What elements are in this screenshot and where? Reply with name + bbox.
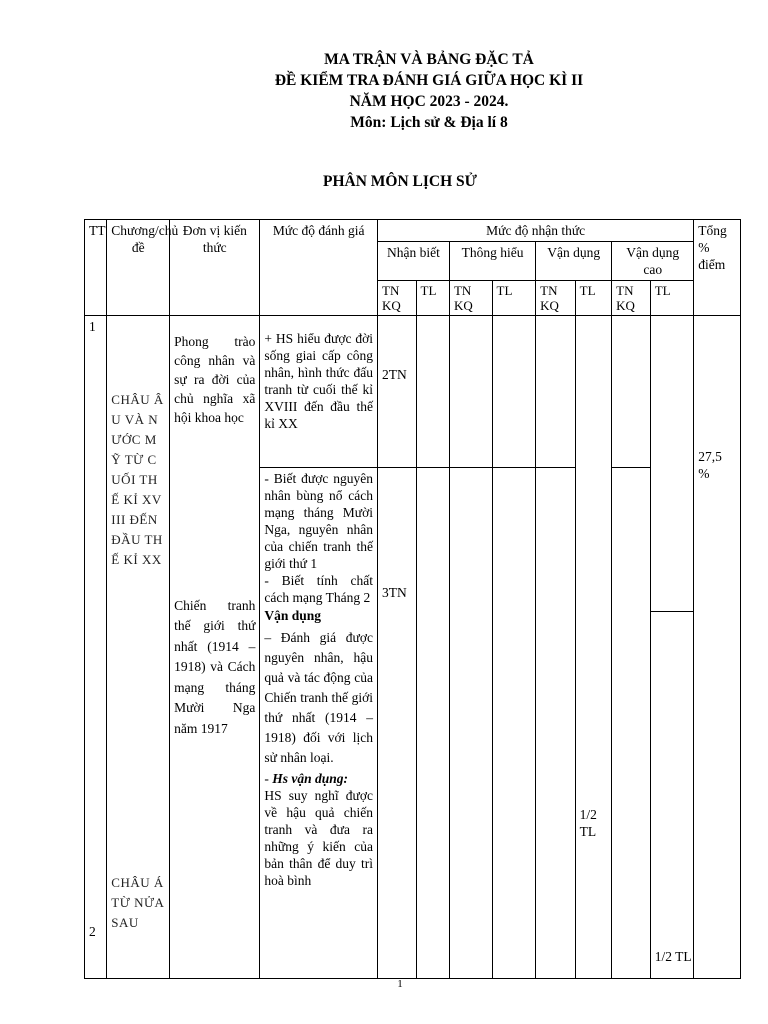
- unit-1: Phong trào công nhân và sự ra đời của chủ nghĩa xã hội khoa học: [170, 316, 260, 468]
- assessment-matrix-table: [84, 219, 741, 979]
- section-title: PHÂN MÔN LỊCH SỬ: [323, 173, 477, 190]
- nb-tn-row1: 2TN: [378, 316, 417, 468]
- eval-2d: HS suy nghĩ được về hậu quả chiến tranh và đưa ra những ý kiến của bản thân để duy trì hoà bình: [264, 788, 373, 888]
- header-total: Tổng % điểm: [694, 220, 741, 316]
- header-tn-2: TN KQ: [449, 281, 492, 316]
- chapter-2-title: CHÂU Á TỪ NỬA SAU: [111, 875, 164, 930]
- header-level-eval: Mức độ đánh giá: [260, 220, 378, 316]
- title-line-4: Môn: Lịch sử & Địa lí 8: [350, 114, 508, 131]
- header-chapter: Chương/chủ đề: [107, 220, 170, 316]
- header-level-apply-high: Vận dụng cao: [612, 242, 694, 281]
- row-number-cell: [85, 316, 107, 979]
- header-tl-1: TL: [416, 281, 449, 316]
- header-tl-3: TL: [575, 281, 612, 316]
- eval-1: + HS hiểu được đời sống giai cấp công nhân, hình thức đấu tranh từ cuối thế kỉ XVIII đến đầu thế kỉ XX: [260, 316, 378, 468]
- th-tn-row2: [449, 468, 492, 979]
- total-percent: 27,5 %: [694, 316, 741, 979]
- vd-tl-row2: [575, 468, 612, 979]
- row-number-1: 1: [89, 319, 96, 334]
- header-level-recognize: Nhận biết: [378, 242, 450, 281]
- header-cognitive-level: Mức độ nhận thức: [378, 220, 694, 242]
- header-unit: Đơn vị kiến thức: [170, 220, 260, 316]
- chapter-1-title: CHÂU ÂU VÀ NƯỚC MỸ TỪ CUỐI THẾ KỈ XVIII ĐẾN ĐẦU THẾ KỈ XX: [111, 392, 164, 567]
- eval-2b: - Biết tính chất cách mạng Tháng 2: [264, 573, 373, 605]
- vd-tl-value: 1/2 TL: [579, 806, 597, 839]
- row-number-2: 2: [89, 924, 96, 939]
- header-tl-2: TL: [492, 281, 536, 316]
- title-line-2: ĐỀ KIỂM TRA ĐÁNH GIÁ GIỮA HỌC KÌ II: [274, 72, 584, 89]
- vdc-tl-row2: [650, 468, 694, 979]
- th-tn-row1: [449, 316, 492, 468]
- vd-tn-row1: [536, 316, 576, 468]
- vdc-tn-row2: [612, 468, 651, 979]
- vdc-tn-row1: [612, 316, 651, 468]
- unit-2: Chiến tranh thế giới thứ nhất (1914 – 1918) và Cách mạng tháng Mười Nga năm 1917: [174, 597, 256, 736]
- header-tn-3: TN KQ: [536, 281, 576, 316]
- chapter-cell: [107, 316, 170, 979]
- nb-tl-row2: [416, 468, 449, 979]
- eval-2d-label: Hs vận dụng:: [272, 771, 349, 786]
- vdc-tl-value: 1/2 TL: [654, 948, 692, 964]
- eval-2a: - Biết được nguyên nhân bùng nổ cách mạng tháng Mười Nga, nguyên nhân của chiến tranh thế giới thứ 1: [264, 471, 373, 571]
- eval-2: - Biết được nguyên nhân bùng nổ cách mạng tháng Mười Nga, nguyên nhân của chiến tranh thế giới thứ 1 - Biết tính chất cách mạng Tháng 2 Vận dụng – Đánh giá được nguyên nhân, hậu quả và tác động của Chiến tranh thế giới thứ nhất (1914 – 1918) đối với lịch sử nhân loại. - Hs vận dụng: HS suy nghĩ được về hậu quả chiến tranh và đưa ra những ý kiến của bản thân để duy trì hoà bình: [260, 468, 378, 979]
- header-level-apply: Vận dụng: [536, 242, 612, 281]
- header-tt: TT: [85, 220, 107, 316]
- document-title: [0, 49, 768, 133]
- page-number: 1: [397, 978, 403, 990]
- vdc-tl-divider: [651, 611, 694, 612]
- th-tl-row2: [492, 468, 536, 979]
- header-tn-1: TN KQ: [378, 281, 417, 316]
- vdc-tl-row1: [650, 316, 694, 468]
- vd-tn-row2: [536, 468, 576, 979]
- vd-tl-row1: [575, 316, 612, 468]
- unit-cell-2: [170, 468, 260, 979]
- header-tl-4: TL: [650, 281, 694, 316]
- title-line-3: NĂM HỌC 2023 - 2024.: [349, 93, 509, 110]
- header-tn-4: TN KQ: [612, 281, 651, 316]
- header-level-understand: Thông hiểu: [449, 242, 535, 281]
- nb-tn-row2: 3TN: [378, 468, 417, 979]
- nb-tl-row1: [416, 316, 449, 468]
- eval-2c: – Đánh giá được nguyên nhân, hậu quả và tác động của Chiến tranh thế giới thứ nhất (1914 – 1918) đối với lịch sử nhân loại.: [264, 630, 373, 765]
- eval-2c-heading: Vận dụng: [264, 608, 322, 623]
- title-line-1: MA TRẬN VÀ BẢNG ĐẶC TẢ: [324, 51, 534, 68]
- th-tl-row1: [492, 316, 536, 468]
